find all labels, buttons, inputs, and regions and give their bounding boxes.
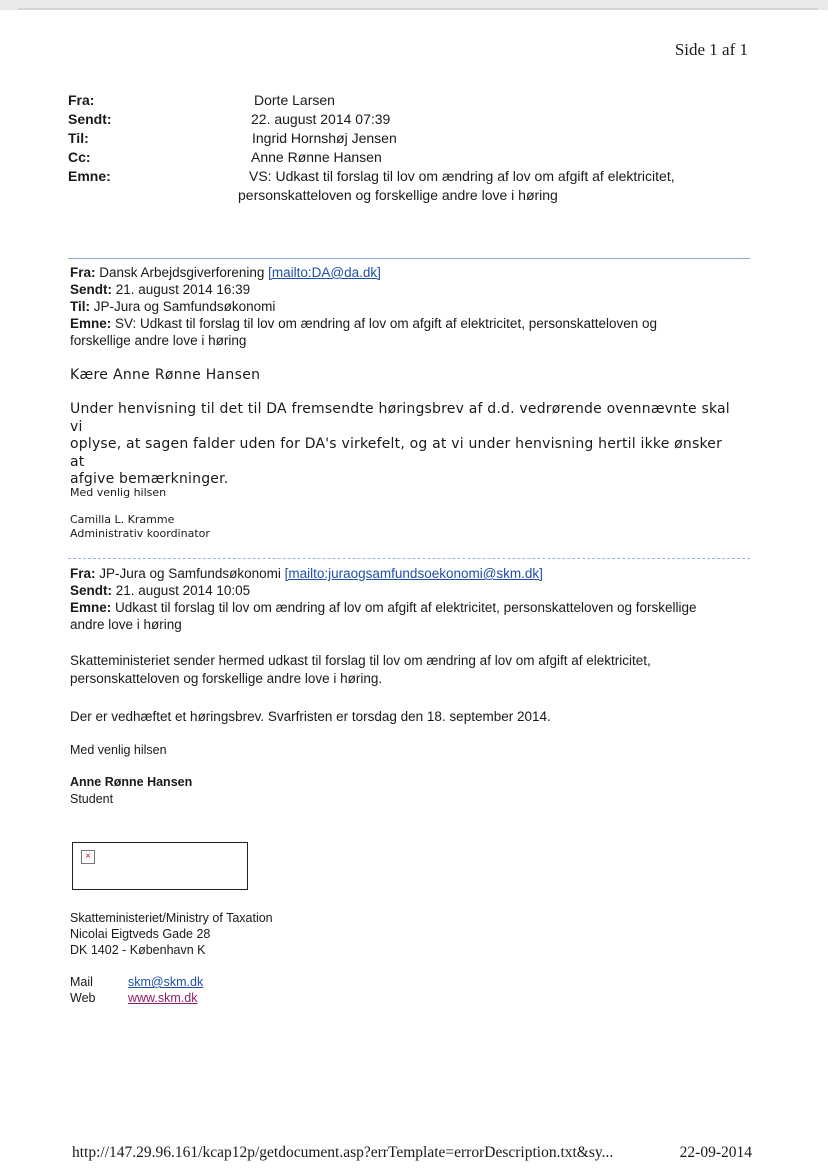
header-to-value: Ingrid Hornshøj Jensen [252, 130, 397, 146]
header-from-value: Dorte Larsen [254, 92, 335, 108]
da-from-mailto-link[interactable]: [mailto:DA@da.dk] [268, 265, 381, 280]
skm-body-line3: Der er vedhæftet et høringsbrev. Svarfristen er torsdag den 18. september 2014. [70, 709, 551, 724]
skm-body-line2: personskatteloven og forskellige andre love i høring. [70, 671, 383, 686]
header-cc-value: Anne Rønne Hansen [251, 149, 382, 165]
da-mail-header [70, 264, 750, 349]
skm-address-block [70, 910, 273, 958]
da-body [70, 401, 740, 489]
da-body-line3: afgive bemærkninger. [70, 471, 229, 487]
skm-from-name: JP-Jura og Samfundsøkonomi [99, 566, 281, 581]
skm-city: DK 1402 - København K [70, 943, 206, 957]
da-from-name: Dansk Arbejdsgiverforening [99, 265, 265, 280]
page-number: Side 1 af 1 [674, 40, 748, 59]
skm-from-label: Fra: [70, 566, 96, 581]
da-to-line [70, 298, 750, 315]
skm-body-line1: Skatteministeriet sender hermed udkast til forslag til lov om ændring af lov om afgift af elektricitet, [70, 653, 651, 668]
da-sent-line [70, 281, 750, 298]
da-subject-label: Emne: [70, 316, 112, 331]
da-subject-line2: forskellige andre love i høring [70, 333, 247, 348]
da-subject-line1: SV: Udkast til forslag til lov om ændring af lov om afgift af elektricitet, personskatteloven og [115, 316, 658, 331]
footer-date: 22-09-2014 [679, 1144, 752, 1161]
skm-subject-line2: andre love i høring [70, 617, 182, 632]
skm-sent-value: 21. august 2014 10:05 [115, 583, 251, 598]
skm-mail-header [70, 565, 750, 633]
header-subject-line2: personskatteloven og forskellige andre love i høring [238, 187, 558, 203]
skm-org: Skatteministeriet/Ministry of Taxation [70, 911, 273, 925]
da-from-label: Fra: [70, 265, 96, 280]
skm-web-label: Web [70, 991, 96, 1005]
skm-subject-line [70, 599, 750, 616]
skm-mail-link[interactable]: skm@skm.dk [128, 975, 204, 989]
skm-subject-line1: Udkast til forslag til lov om ændring af lov om afgift af elektricitet, personskatteloven og forskellige [115, 600, 697, 615]
skm-body [70, 652, 750, 688]
header-subject-label: Emne: [68, 168, 111, 184]
skm-subject-label: Emne: [70, 600, 112, 615]
da-body-line2: oplyse, at sagen falder uden for DA's virkefelt, og at vi under henvisning hertil ikke ønsker at [70, 436, 723, 470]
separator-rule-2 [68, 558, 750, 559]
header-subject-line1: VS: Udkast til forslag til lov om ændring af lov om afgift af elektricitet, [249, 168, 675, 184]
header-from-label: Fra: [68, 92, 95, 108]
logo-placeholder-box [72, 842, 248, 890]
skm-sent-label: Sendt: [70, 583, 112, 598]
skm-contact-block [70, 974, 203, 1006]
da-to-label: Til: [70, 299, 90, 314]
da-sent-label: Sendt: [70, 282, 112, 297]
skm-signer-title: Student [70, 792, 114, 806]
skm-closing: Med venlig hilsen [70, 743, 167, 757]
skm-street: Nicolai Eigtveds Gade 28 [70, 927, 211, 941]
da-closing: Med venlig hilsen [70, 486, 167, 499]
footer-url: http://147.29.96.161/kcap12p/getdocument.asp?errTemplate=errorDescription.txt&sy... [72, 1144, 614, 1161]
da-sent-value: 21. august 2014 16:39 [115, 282, 251, 297]
da-body-line1: Under henvisning til det til DA fremsendte høringsbrev af d.d. vedrørende ovennævnte skal vi [70, 401, 730, 435]
da-from-line [70, 264, 750, 281]
skm-signer-name: Anne Rønne Hansen [70, 775, 193, 789]
skm-sent-line [70, 582, 750, 599]
scan-top-line [18, 8, 818, 10]
header-cc-label: Cc: [68, 149, 91, 165]
skm-web-row [70, 990, 203, 1006]
print-footer [72, 1144, 752, 1162]
skm-mail-row [70, 974, 203, 990]
da-to-value: JP-Jura og Samfundsøkonomi [93, 299, 276, 314]
broken-image-icon: × [81, 850, 95, 864]
skm-mail-label: Mail [70, 975, 93, 989]
header-sent-label: Sendt: [68, 111, 112, 127]
skm-from-mailto-link[interactable]: [mailto:juraogsamfundsoekonomi@skm.dk] [284, 566, 543, 581]
da-signer-name: Camilla L. Kramme [70, 513, 175, 526]
skm-from-line [70, 565, 750, 582]
header-to-label: Til: [68, 130, 89, 146]
da-greeting: Kære Anne Rønne Hansen [70, 367, 261, 383]
separator-rule-1 [68, 258, 750, 259]
skm-web-link[interactable]: www.skm.dk [128, 991, 198, 1005]
header-sent-value: 22. august 2014 07:39 [251, 111, 391, 127]
da-subject-line [70, 315, 750, 332]
da-signer-title: Administrativ koordinator [70, 527, 210, 540]
